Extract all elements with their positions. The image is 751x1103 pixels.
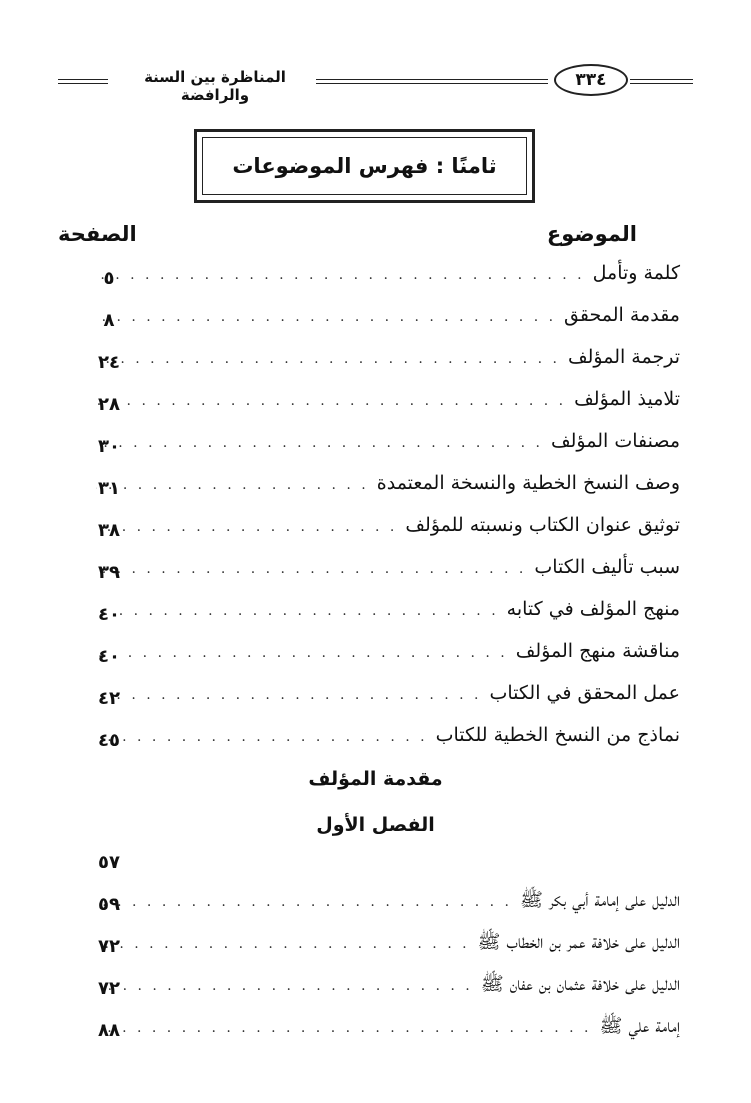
leader-dots bbox=[96, 729, 428, 745]
title-frame bbox=[194, 129, 535, 203]
entry-text: مناقشة منهج المؤلف bbox=[515, 640, 680, 662]
chapter-page: ٥٧ bbox=[98, 852, 120, 873]
entry-text: نماذج من النسخ الخطية للكتاب bbox=[435, 724, 680, 746]
entry-page: ٧٢ bbox=[98, 978, 120, 999]
leader-dots bbox=[96, 267, 585, 283]
toc-entry bbox=[96, 430, 680, 462]
toc-entry bbox=[96, 682, 680, 714]
entry-text: كلمة وتأمل bbox=[592, 262, 680, 284]
toc-entry bbox=[96, 472, 680, 504]
header-rule-left bbox=[58, 79, 108, 84]
leader-dots bbox=[96, 978, 473, 994]
entry-text: الدليل على إمامة أبي بكر ﷺ bbox=[519, 889, 680, 911]
leader-dots bbox=[96, 393, 566, 409]
running-title: المناظرة بين السنة والرافضة bbox=[144, 68, 286, 104]
entry-page: ٨ bbox=[103, 310, 115, 331]
entry-page: ٧٢ bbox=[98, 936, 120, 957]
entry-text: إمامة علي ﷺ bbox=[599, 1015, 680, 1037]
page-header bbox=[58, 62, 693, 104]
entry-page: ٣٠ bbox=[98, 436, 120, 457]
toc-entry bbox=[96, 598, 680, 630]
entry-page: ٤٠ bbox=[98, 604, 120, 625]
entry-page: ٣٩ bbox=[98, 562, 120, 583]
leader-dots bbox=[96, 435, 543, 451]
entry-text: وصف النسخ الخطية والنسخة المعتمدة bbox=[376, 472, 680, 494]
toc-entry bbox=[96, 640, 680, 672]
entry-text: سبب تأليف الكتاب bbox=[534, 556, 680, 578]
entry-text: منهج المؤلف في كتابه bbox=[506, 598, 680, 620]
entry-text: توثيق عنوان الكتاب ونسبته للمؤلف bbox=[405, 514, 680, 536]
leader-dots bbox=[96, 894, 512, 910]
toc-entry bbox=[96, 388, 680, 420]
entry-page: ٥ bbox=[103, 268, 115, 289]
entry-page: ٥٩ bbox=[98, 894, 120, 915]
entry-text: الدليل على خلافة عثمان بن عفان ﷺ bbox=[480, 973, 680, 995]
leader-dots bbox=[96, 936, 470, 952]
entry-text: تلاميذ المؤلف bbox=[574, 388, 680, 410]
topic-column-heading: الموضوع bbox=[546, 222, 637, 246]
leader-dots bbox=[96, 351, 560, 367]
entry-page: ٤٢ bbox=[98, 688, 120, 709]
entry-text: الدليل على خلافة عمر بن الخطاب ﷺ bbox=[477, 931, 680, 953]
leader-dots bbox=[96, 1020, 591, 1036]
entry-page: ٢٤ bbox=[98, 352, 120, 373]
section-heading-chapter-one: الفصل الأول bbox=[316, 814, 435, 836]
toc-entry bbox=[96, 556, 680, 588]
entry-text: مصنفات المؤلف bbox=[550, 430, 680, 452]
entry-text: ترجمة المؤلف bbox=[567, 346, 680, 368]
toc-entry bbox=[96, 346, 680, 378]
leader-dots bbox=[96, 477, 369, 493]
toc-entry bbox=[96, 930, 680, 962]
entry-page: ٣١ bbox=[98, 478, 120, 499]
header-rule-right bbox=[630, 79, 693, 84]
toc-entry bbox=[96, 724, 680, 756]
toc-entry bbox=[96, 888, 680, 920]
section-heading-author-intro: مقدمة المؤلف bbox=[308, 768, 443, 790]
index-title: ثامنًا : فهرس الموضوعات bbox=[202, 137, 527, 195]
toc-entry bbox=[96, 262, 680, 294]
entry-page: ٨٨ bbox=[98, 1020, 120, 1041]
toc-entry bbox=[96, 1014, 680, 1046]
header-rule-middle bbox=[316, 79, 548, 84]
leader-dots bbox=[96, 309, 556, 325]
leader-dots bbox=[96, 687, 482, 703]
leader-dots bbox=[96, 561, 526, 577]
page-column-heading: الصفحة bbox=[58, 222, 137, 246]
toc-entry bbox=[96, 972, 680, 1004]
entry-page: ٣٨ bbox=[98, 520, 120, 541]
leader-dots bbox=[96, 519, 397, 535]
entry-text: عمل المحقق في الكتاب bbox=[489, 682, 680, 704]
toc-entry bbox=[96, 514, 680, 546]
page-number: ٣٣٤ bbox=[554, 64, 628, 96]
entry-text: مقدمة المحقق bbox=[564, 304, 680, 326]
leader-dots bbox=[96, 603, 499, 619]
entry-page: ٤٥ bbox=[98, 730, 120, 751]
entry-page: ٢٨ bbox=[98, 394, 120, 415]
entry-page: ٤٠ bbox=[98, 646, 120, 667]
toc-entry bbox=[96, 304, 680, 336]
leader-dots bbox=[96, 645, 508, 661]
